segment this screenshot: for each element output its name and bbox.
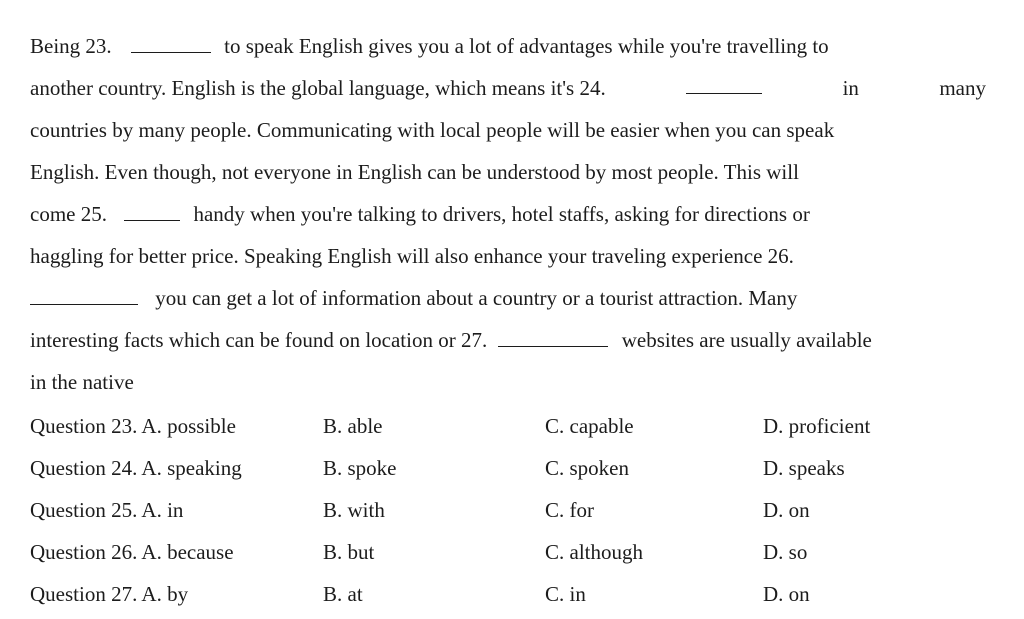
question-label: Question 25. A. in [30, 498, 184, 522]
question-label: Question 26. A. because [30, 540, 234, 564]
passage-text: Being 23. [30, 34, 112, 58]
option-b: B. spoke [323, 456, 397, 480]
passage-text: countries by many people. Communicating with local people will be easier when you can speak [30, 118, 835, 142]
option-b: B. at [323, 582, 363, 606]
question-label: Question 24. A. speaking [30, 456, 242, 480]
question-row-27 [30, 581, 986, 607]
option-b: B. able [323, 414, 383, 438]
passage-text: haggling for better price. Speaking English will also enhance your traveling experience 26. [30, 244, 794, 268]
option-d: D. so [763, 540, 808, 564]
blank-23 [131, 34, 211, 53]
passage-text: in [842, 76, 859, 100]
passage-text: interesting facts which can be found on location or 27. [30, 328, 488, 352]
passage-text: you can get a lot of information about a country or a tourist attraction. Many [155, 286, 798, 310]
option-c: C. in [545, 582, 586, 606]
passage-line-8 [30, 327, 986, 353]
passage-text: websites are usually available [621, 328, 872, 352]
question-label: Question 23. A. possible [30, 414, 236, 438]
passage-line-4 [30, 159, 986, 185]
passage-line-7 [30, 285, 986, 311]
question-row-25 [30, 497, 986, 523]
blank-27 [498, 328, 608, 347]
blank-25 [124, 202, 180, 221]
question-row-24 [30, 455, 986, 481]
option-b: B. with [323, 498, 385, 522]
passage-line-2 [30, 75, 986, 101]
passage-text: English. Even though, not everyone in English can be understood by most people. This will [30, 160, 799, 184]
passage-text: another country. English is the global language, which means it's 24. [30, 76, 606, 100]
option-c: C. for [545, 498, 594, 522]
option-d: D. on [763, 498, 810, 522]
passage-text: to speak English gives you a lot of advantages while you're travelling to [224, 34, 829, 58]
option-d: D. on [763, 582, 810, 606]
passage-text: come 25. [30, 202, 107, 226]
option-c: C. spoken [545, 456, 629, 480]
passage-line-9 [30, 369, 986, 395]
passage-line-3 [30, 117, 986, 143]
passage-line-1 [30, 33, 986, 59]
passage-text: in the native [30, 370, 134, 394]
passage-text: many [939, 76, 986, 100]
question-row-23 [30, 413, 986, 439]
option-b: B. but [323, 540, 375, 564]
question-label: Question 27. A. by [30, 582, 189, 606]
question-row-26 [30, 539, 986, 565]
blank-24 [686, 75, 762, 94]
passage-text: handy when you're talking to drivers, hotel staffs, asking for directions or [193, 202, 810, 226]
option-c: C. capable [545, 414, 634, 438]
blank-26 [30, 286, 138, 305]
passage-line-5 [30, 201, 986, 227]
option-d: D. proficient [763, 414, 871, 438]
option-c: C. although [545, 540, 643, 564]
passage-line-6 [30, 243, 986, 269]
option-d: D. speaks [763, 456, 845, 480]
